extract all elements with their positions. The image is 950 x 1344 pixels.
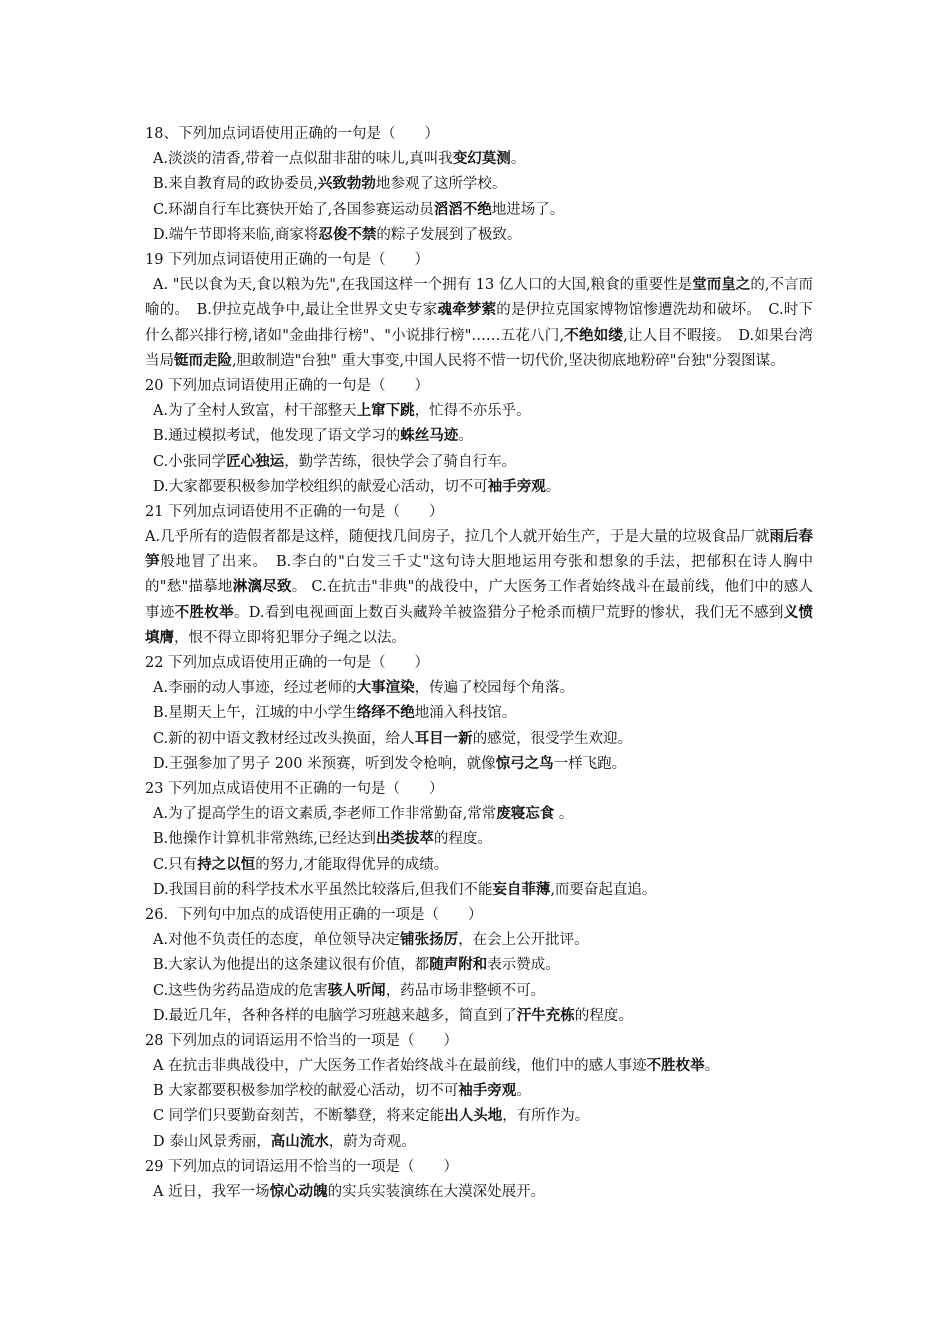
question-stem [145,1155,813,1180]
text-segment: A.对他不负责任的态度，单位领导决定 [153,932,401,949]
text-segment: 28 下列加点的词语运用不恰当的一项是（ ） [145,1032,459,1049]
text-segment: C 同学们只要勤奋刻苦，不断攀登，将来定能 [153,1108,445,1125]
text-segment: 表示赞成。 [487,957,560,974]
text-segment: B 大家都要积极参加学校的献爱心活动，切不可 [153,1083,459,1100]
dotted-idiom: 忍俊不禁 [318,226,377,243]
text-segment: 的,不言而喻的。 B.伊拉克战争中,最让全世界文史专家 [145,277,814,319]
dotted-idiom: 大事渲染 [356,680,415,697]
text-segment: 。 [704,1058,720,1075]
dotted-idiom: 不胜枚举 [174,604,234,621]
dotted-idiom: 匠心独运 [226,453,285,470]
text-segment: ,让人目不暇接。 D.如果台湾当局 [145,327,814,369]
dotted-idiom: 淋漓尽致 [232,579,292,596]
text-segment: ，蔚为奇观。 [328,1133,416,1150]
answer-option [145,1054,813,1079]
question-stem [145,1029,813,1054]
text-segment: C.小张同学 [153,453,227,470]
text-segment: A.为了全村人致富，村干部整天 [153,403,357,420]
text-segment: B.通过模拟考试，他发现了语文学习的 [153,428,401,445]
text-segment: D 泰山风景秀丽， [153,1133,271,1150]
question-stem [145,500,813,525]
text-segment: ，勤学苦练，很快学会了骑自行车。 [284,453,517,470]
dotted-idiom: 随声附和 [429,957,488,974]
dotted-idiom: 高山流水 [270,1133,329,1150]
text-segment: 的粽子发展到了极致。 [376,226,522,243]
text-segment: 地涌入科技馆。 [414,705,517,722]
dotted-idiom: 义愤填膺 [145,604,814,646]
text-segment: 20 下列加点词语使用正确的一句是（ ） [145,377,430,394]
text-segment: 的程度。 [574,1007,633,1024]
answer-option [145,1079,813,1104]
text-segment: A.李丽的动人事迹，经过老师的 [153,680,357,697]
text-segment: A.几乎所有的造假者都是这样，随便找几间房子，拉几个人就开始生产，于是大量的垃圾食品厂就 [145,529,770,546]
dotted-idiom: 蛛丝马迹 [400,428,459,445]
text-segment: C.环湖自行车比赛快开始了,各国参赛运动员 [153,201,434,218]
text-segment: 地参观了这所学校。 [375,176,507,193]
text-segment: A 近日，我军一场 [153,1184,270,1201]
text-segment: C.这些伪劣药品造成的危害 [153,982,328,999]
answer-option [145,1180,813,1205]
document-page [145,122,813,1205]
dotted-idiom: 变幻莫测 [452,151,511,168]
text-segment: C.只有 [153,856,198,873]
text-segment: 一样飞跑。 [553,755,627,772]
text-segment: 。D.看到电视画面上数百头藏羚羊被盗猎分子枪杀而横尸荒野的惨状，我们无不感到 [233,604,784,621]
answer-option [145,827,813,852]
question-stem [145,374,813,399]
answer-option [145,147,813,172]
text-segment: D.端午节即将来临,商家将 [153,226,319,243]
dotted-idiom: 出人头地 [444,1108,503,1125]
answer-option [145,752,813,777]
text-segment: 地进场了。 [491,201,565,218]
text-segment: 。 [510,151,526,168]
text-segment: B.星期天上午，江城的中小学生 [153,705,357,722]
text-segment: ,胆敢制造"台独" 重大事变,中国人民将不惜一切代价,坚决彻底地粉碎"台独"分裂图谋。 [232,352,785,369]
answer-option [145,953,813,978]
answer-option [145,1130,813,1155]
dotted-idiom: 废寝忘食 [496,806,555,823]
answer-option [145,802,813,827]
question-options-paragraph [145,525,813,651]
text-segment: ，有所作为。 [502,1108,590,1125]
answer-option [145,198,813,223]
answer-option [145,475,813,500]
dotted-idiom: 铺张扬厉 [400,932,459,949]
text-segment: ,而要奋起直追。 [550,881,657,898]
dotted-idiom: 骇人听闻 [327,982,386,999]
text-segment: D.我国目前的科学技术水平虽然比较落后,但我们不能 [153,881,493,898]
dotted-idiom: 兴致勃勃 [317,176,376,193]
dotted-idiom: 不绝如缕 [564,327,624,344]
text-segment: ，忙得不亦乐乎。 [414,403,531,420]
dotted-idiom: 持之以恒 [197,856,256,873]
text-segment: 18、下列加点词语使用正确的一句是（ ） [145,126,439,142]
answer-option [145,928,813,953]
dotted-idiom: 上窜下跳 [356,403,415,420]
text-segment: ，药品市场非整顿不可。 [385,982,546,999]
question-stem [145,651,813,676]
text-segment: 。 [545,478,561,495]
question-stem [145,122,813,147]
text-segment: D.大家都要积极参加学校组织的献爱心活动，切不可 [153,478,488,495]
answer-option [145,878,813,903]
text-segment: A.为了提高学生的语文素质,李老师工作非常勤奋,常常 [153,806,497,823]
text-segment: D.最近几年，各种各样的电脑学习班越来越多，简直到了 [153,1007,517,1024]
dotted-idiom: 耳目一新 [414,730,473,747]
text-segment: ，传遍了校园每个角落。 [414,680,575,697]
text-segment: B.大家认为他提出的这条建议很有价值，都 [153,957,430,974]
text-segment: C.新的初中语文教材经过改头换面，给人 [153,730,415,747]
dotted-idiom: 惊弓之鸟 [495,755,554,772]
dotted-idiom: 妄自菲薄 [492,881,551,898]
answer-option [145,1004,813,1029]
dotted-idiom: 滔滔不绝 [433,201,492,218]
answer-option [145,853,813,878]
answer-option [145,172,813,197]
question-stem [145,777,813,802]
text-segment: A. "民以食为天,食以粮为先",在我国这样一个拥有 13 亿人口的大国,粮食的重要性是 [153,277,693,294]
dotted-idiom: 袖手旁观 [487,478,546,495]
text-segment: A 在抗击非典战役中，广大医务工作者始终战斗在最前线，他们中的感人事迹 [153,1058,647,1075]
question-stem [145,903,813,928]
answer-option [145,676,813,701]
answer-option [145,979,813,1004]
text-segment: 21 下列加点词语使用不正确的一句是（ ） [145,503,444,520]
text-segment: B.他操作计算机非常熟练,已经达到 [153,831,376,848]
text-segment: B.来自教育局的政协委员, [153,176,318,193]
text-segment: 的努力,才能取得优异的成绩。 [255,856,449,873]
dotted-idiom: 汗牛充栋 [516,1007,575,1024]
dotted-idiom: 铤而走险 [174,352,232,369]
text-segment: 的程度。 [433,831,492,848]
question-options-paragraph [145,273,813,374]
dotted-idiom: 不胜枚举 [646,1058,705,1075]
text-segment: 23 下列加点成语使用不正确的一句是（ ） [145,781,444,798]
dotted-idiom: 袖手旁观 [458,1083,517,1100]
text-segment: 22 下列加点成语使用正确的一句是（ ） [145,655,430,672]
dotted-idiom: 出类拔萃 [375,831,434,848]
text-segment: 的实兵实装演练在大漠深处展开。 [327,1184,546,1201]
dotted-idiom: 魂牵梦萦 [437,302,497,319]
dotted-idiom: 雨后春笋 [145,529,814,571]
text-segment: 的是伊拉克国家博物馆惨遭洗劫和破坏。 C.时下什么都兴排行榜,诸如"金曲排行榜"、"小说排行榜"……五花八门, [145,302,814,344]
text-segment: 26．下列句中加点的成语使用正确的一项是（ ） [145,906,483,923]
answer-option [145,1104,813,1129]
text-segment: 的感觉，很受学生欢迎。 [472,730,633,747]
dotted-idiom: 惊心动魄 [269,1184,328,1201]
dotted-idiom: 络绎不绝 [356,705,415,722]
answer-option [145,399,813,424]
text-segment: 。 [458,428,473,445]
answer-option [145,701,813,726]
dotted-idiom: 堂而皇之 [692,277,751,294]
text-segment: ，在会上公开批评。 [458,932,589,949]
text-segment: 般地冒了出来。 B.李白的"白发三千丈"这句诗大胆地运用夸张和想象的手法，把郁积在诗人胸中的"愁"描摹地 [145,554,813,596]
text-segment: 。 [516,1083,531,1100]
answer-option [145,223,813,248]
answer-option [145,450,813,475]
text-segment: 19 下列加点词语使用正确的一句是（ ） [145,251,430,268]
text-segment: D.王强参加了男子 200 米预赛，听到发令枪响，就像 [153,755,496,772]
text-segment: 。 [554,806,574,823]
answer-option [145,424,813,449]
text-segment: A.淡淡的清香,带着一点似甜非甜的味儿,真叫我 [153,151,453,168]
answer-option [145,727,813,752]
text-segment: ，恨不得立即将犯罪分子绳之以法。 [174,629,406,646]
text-segment: 。 C.在抗击"非典"的战役中，广大医务工作者始终战斗在最前线，他们中的感人事迹 [145,579,813,621]
text-segment: 29 下列加点的词语运用不恰当的一项是（ ） [145,1158,459,1175]
question-stem [145,248,813,273]
